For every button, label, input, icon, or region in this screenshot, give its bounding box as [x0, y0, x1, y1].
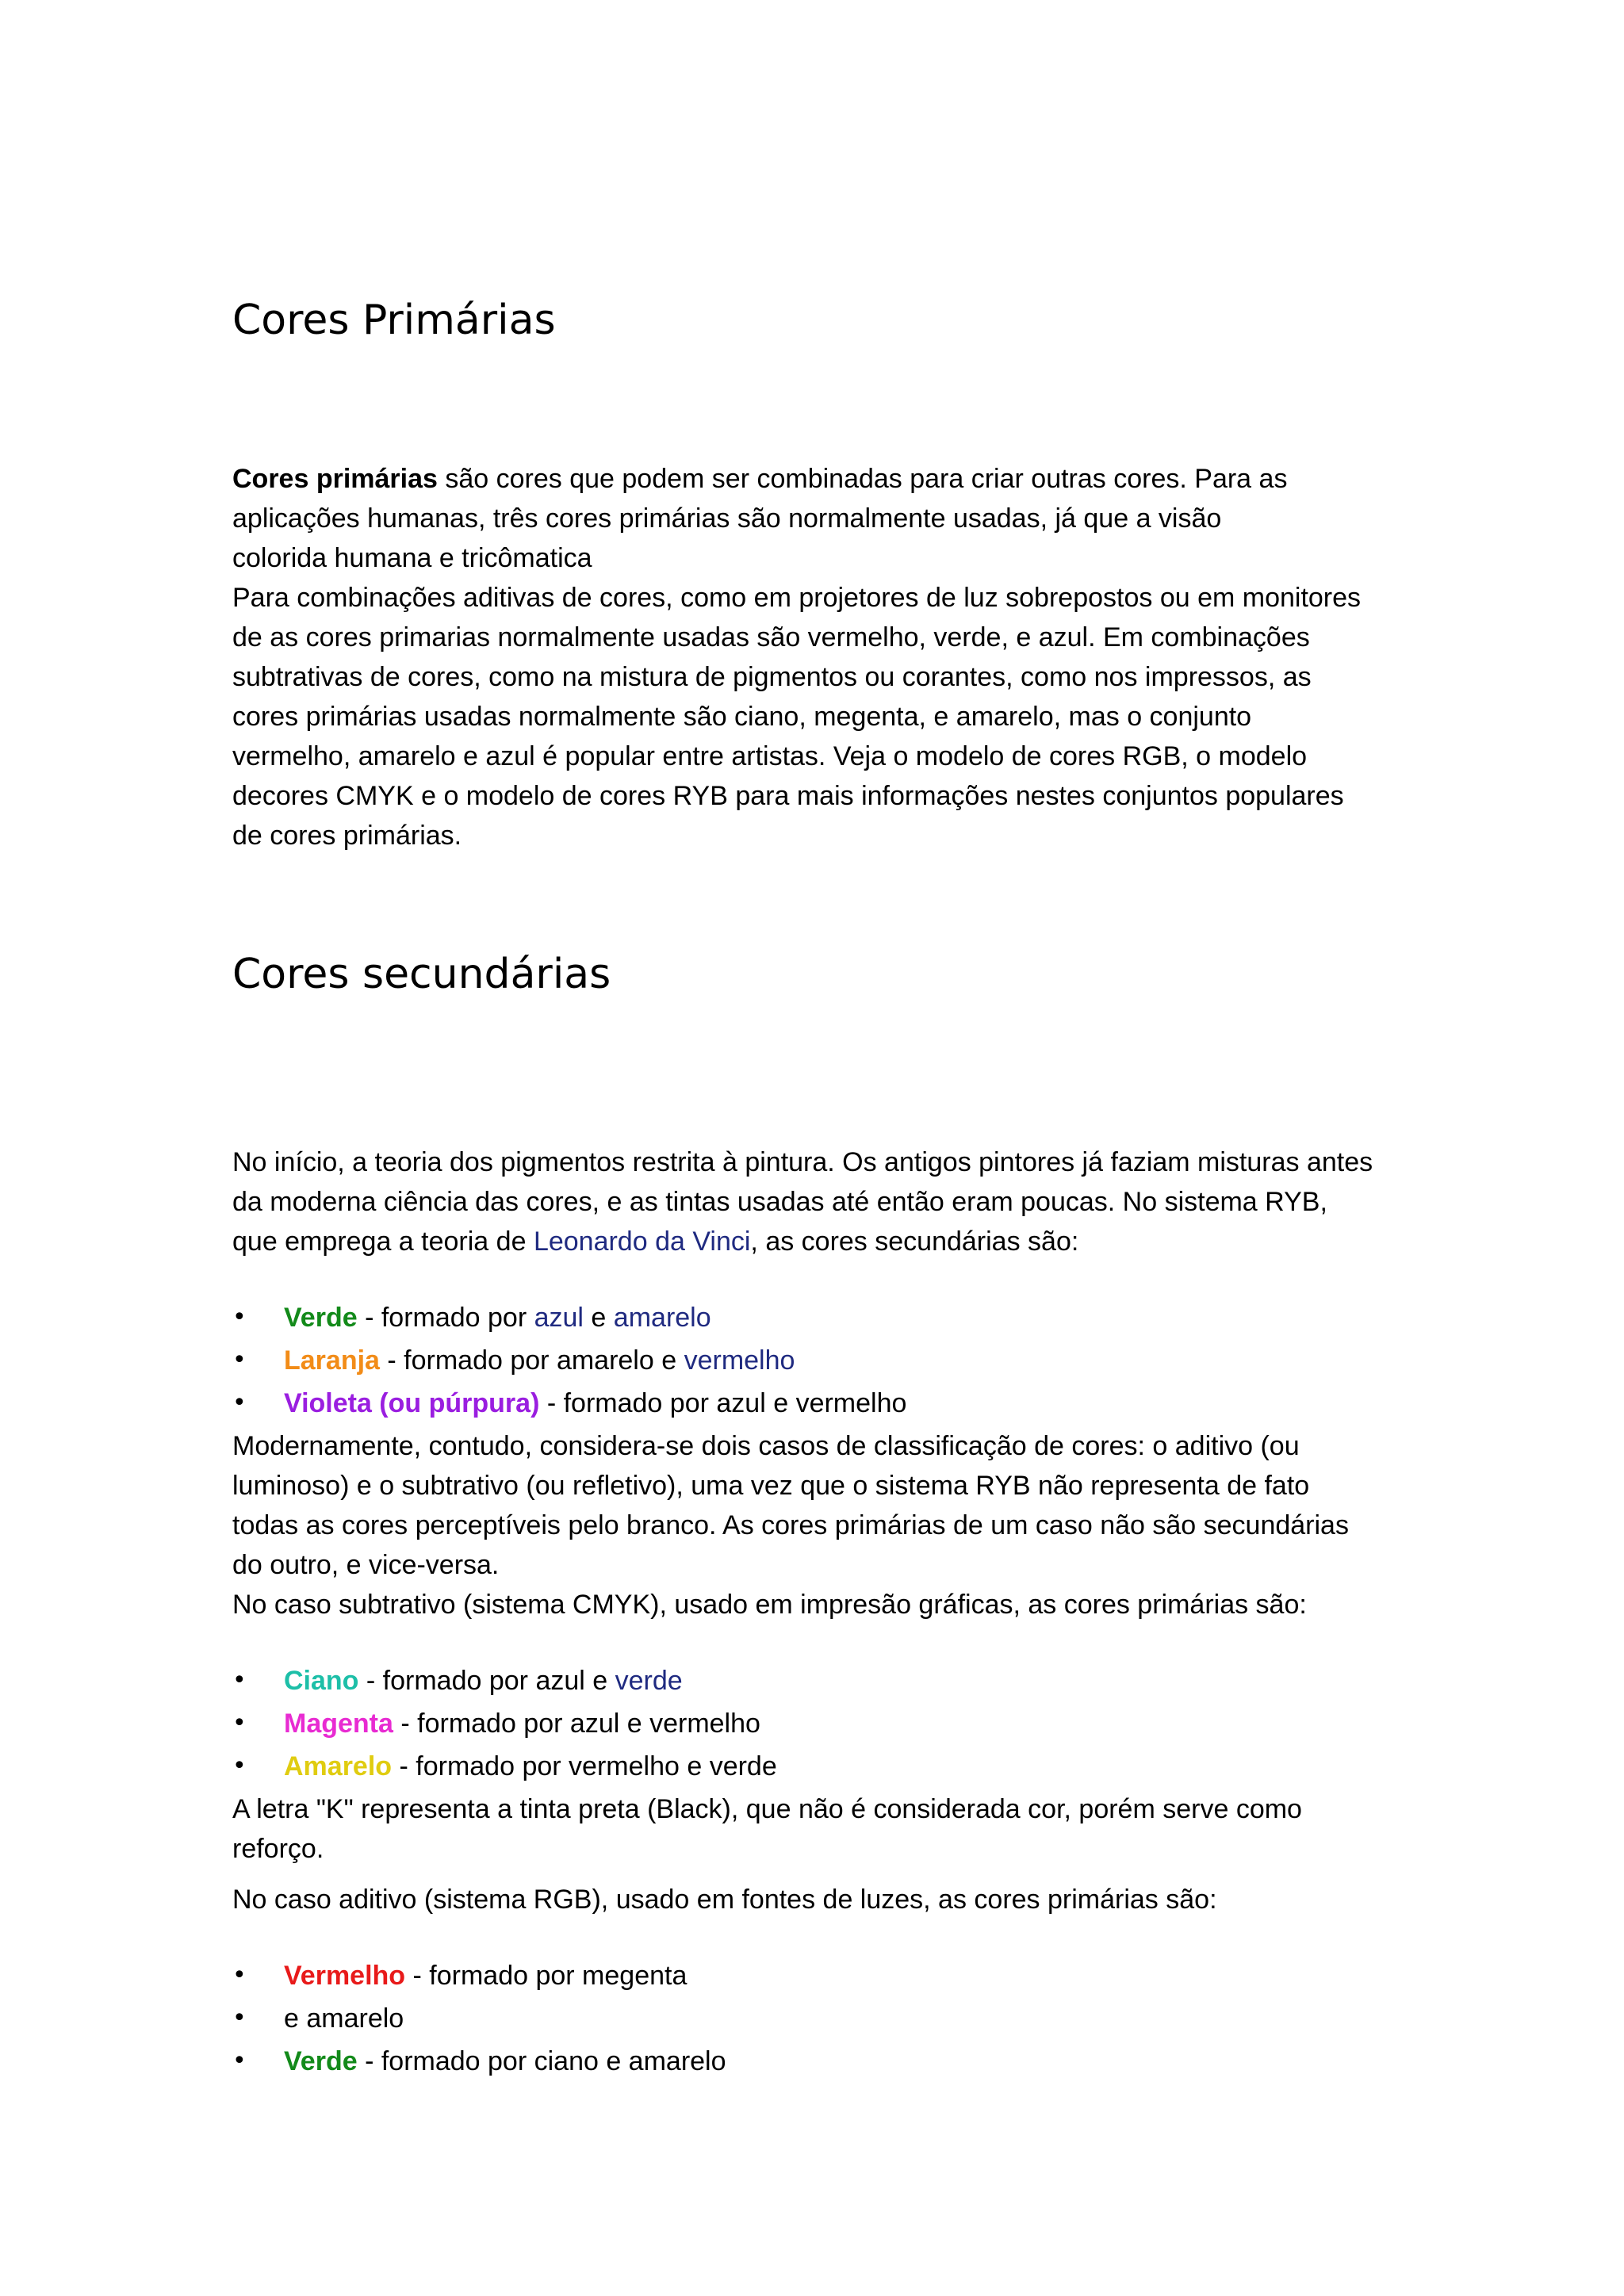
black-line-2: reforço.: [232, 1834, 324, 1864]
link-azul[interactable]: azul: [534, 1303, 584, 1333]
modern-line-1: Modernamente, contudo, considera-se dois casos de classificação de cores: o aditivo (ou: [232, 1431, 1300, 1461]
word-vermelho: vermelho: [569, 1751, 680, 1781]
sep: e: [583, 1303, 614, 1333]
sep: - formado por: [539, 1388, 717, 1418]
term-magenta: Magenta: [284, 1709, 393, 1739]
sep: e: [679, 1751, 710, 1781]
bullet-icon: •: [232, 1709, 247, 1737]
bullet-icon: •: [232, 1389, 247, 1417]
list-item-ryb-laranja: [284, 1341, 795, 1380]
word-vermelho: vermelho: [795, 1388, 907, 1418]
sep: e: [765, 1388, 796, 1418]
word-verde: verde: [709, 1751, 777, 1781]
bullet-icon: •: [232, 2047, 247, 2075]
term-vermelho: Vermelho: [284, 1961, 406, 1991]
list-item-rgb-vermelho: [284, 1956, 687, 1996]
link-leonardo-da-vinci[interactable]: Leonardo da Vinci: [533, 1226, 751, 1257]
list-item-ryb-verde: [284, 1298, 711, 1337]
intro-line-6: subtrativas de cores, como na mistura de pigmentos ou corantes, como nos impressos, as: [232, 662, 1312, 692]
term-verde: Verde: [284, 1303, 358, 1333]
intro-line-1: [232, 459, 1287, 499]
term-verde: Verde: [284, 2046, 358, 2076]
term-amarelo: Amarelo: [284, 1751, 393, 1781]
list-item-cmyk-amarelo: [284, 1747, 777, 1786]
secondary-line-3-pre: que emprega a teoria de: [232, 1226, 534, 1257]
word-vermelho: vermelho: [649, 1709, 760, 1739]
sep: - formado por: [393, 1709, 570, 1739]
sep: - formado por: [357, 1303, 534, 1333]
black-line-1: A letra "K" representa a tinta preta (Black), que não é considerada cor, porém serve como: [232, 1794, 1302, 1824]
sep: e: [653, 1345, 684, 1376]
link-verde[interactable]: verde: [615, 1666, 683, 1696]
intro-lead-bold: Cores primárias: [232, 464, 438, 494]
word-amarelo: amarelo: [556, 1345, 654, 1376]
item-rest: - formado por megenta: [405, 1961, 688, 1991]
intro-line-8: vermelho, amarelo e azul é popular entre artistas. Veja o modelo de cores RGB, o modelo: [232, 741, 1308, 771]
sep: e: [584, 1666, 615, 1696]
bullet-icon: •: [232, 1752, 247, 1780]
heading-cores-secundarias: Cores secundárias: [232, 951, 611, 998]
bullet-icon: •: [232, 1346, 247, 1374]
bullet-icon: •: [232, 1303, 247, 1331]
modern-line-3: todas as cores perceptíveis pelo branco. As cores primárias de um caso não são secundárias: [232, 1510, 1349, 1540]
item-rest: - formado por ciano e amarelo: [357, 2046, 726, 2076]
list-item-ryb-violeta: [284, 1383, 906, 1423]
rgb-intro: No caso aditivo (sistema RGB), usado em fontes de luzes, as cores primárias são:: [232, 1885, 1217, 1915]
term-ciano: Ciano: [284, 1666, 359, 1696]
link-vermelho[interactable]: vermelho: [684, 1345, 795, 1376]
intro-line-7: cores primárias usadas normalmente são ciano, megenta, e amarelo, mas o conjunto: [232, 702, 1252, 732]
bullet-icon: •: [232, 2004, 247, 2032]
intro-line-4: Para combinações aditivas de cores, como em projetores de luz sobrepostos ou em monitores: [232, 583, 1362, 613]
link-amarelo[interactable]: amarelo: [613, 1303, 711, 1333]
secondary-line-1: No início, a teoria dos pigmentos restrita à pintura. Os antigos pintores já faziam misturas antes: [232, 1147, 1373, 1177]
word-azul: azul: [569, 1709, 620, 1739]
intro-line-2: aplicações humanas, três cores primárias são normalmente usadas, já que a visão: [232, 503, 1222, 534]
sep: - formado por: [358, 1666, 536, 1696]
modern-line-2: luminoso) e o subtrativo (ou refletivo), uma vez que o sistema RYB não representa de fato: [232, 1471, 1310, 1501]
intro-line-3: colorida humana e tricômatica: [232, 543, 592, 573]
secondary-line-3-post: , as cores secundárias são:: [750, 1226, 1079, 1257]
word-azul: azul: [535, 1666, 585, 1696]
word-azul: azul: [716, 1388, 766, 1418]
bullet-icon: •: [232, 1667, 247, 1694]
secondary-line-3: [232, 1222, 1078, 1261]
term-violeta: Violeta (ou púrpura): [284, 1388, 540, 1418]
list-item-cmyk-magenta: [284, 1704, 760, 1743]
list-item-rgb-verde: [284, 2042, 726, 2081]
sep: e: [619, 1709, 650, 1739]
modern-line-4: do outro, e vice-versa.: [232, 1550, 500, 1580]
sep: - formado por: [392, 1751, 569, 1781]
term-laranja: Laranja: [284, 1345, 380, 1376]
heading-cores-primarias: Cores Primárias: [232, 297, 556, 344]
intro-line-10: de cores primárias.: [232, 821, 462, 851]
modern-line-5: No caso subtrativo (sistema CMYK), usado em impresão gráficas, as cores primárias são:: [232, 1590, 1307, 1620]
secondary-line-2: da moderna ciência das cores, e as tintas usadas até então eram poucas. No sistema RYB,: [232, 1187, 1327, 1217]
intro-line-9: decores CMYK e o modelo de cores RYB para mais informações nestes conjuntos populares: [232, 781, 1344, 811]
list-item-cmyk-ciano: [284, 1661, 683, 1701]
bullet-icon: •: [232, 1961, 247, 1989]
list-item-rgb-e-amarelo: e amarelo: [284, 2003, 404, 2034]
intro-line-5: de as cores primarias normalmente usadas são vermelho, verde, e azul. Em combinações: [232, 622, 1310, 652]
sep: - formado por: [379, 1345, 557, 1376]
intro-line-1-rest: são cores que podem ser combinadas para criar outras cores. Para as: [437, 464, 1288, 494]
